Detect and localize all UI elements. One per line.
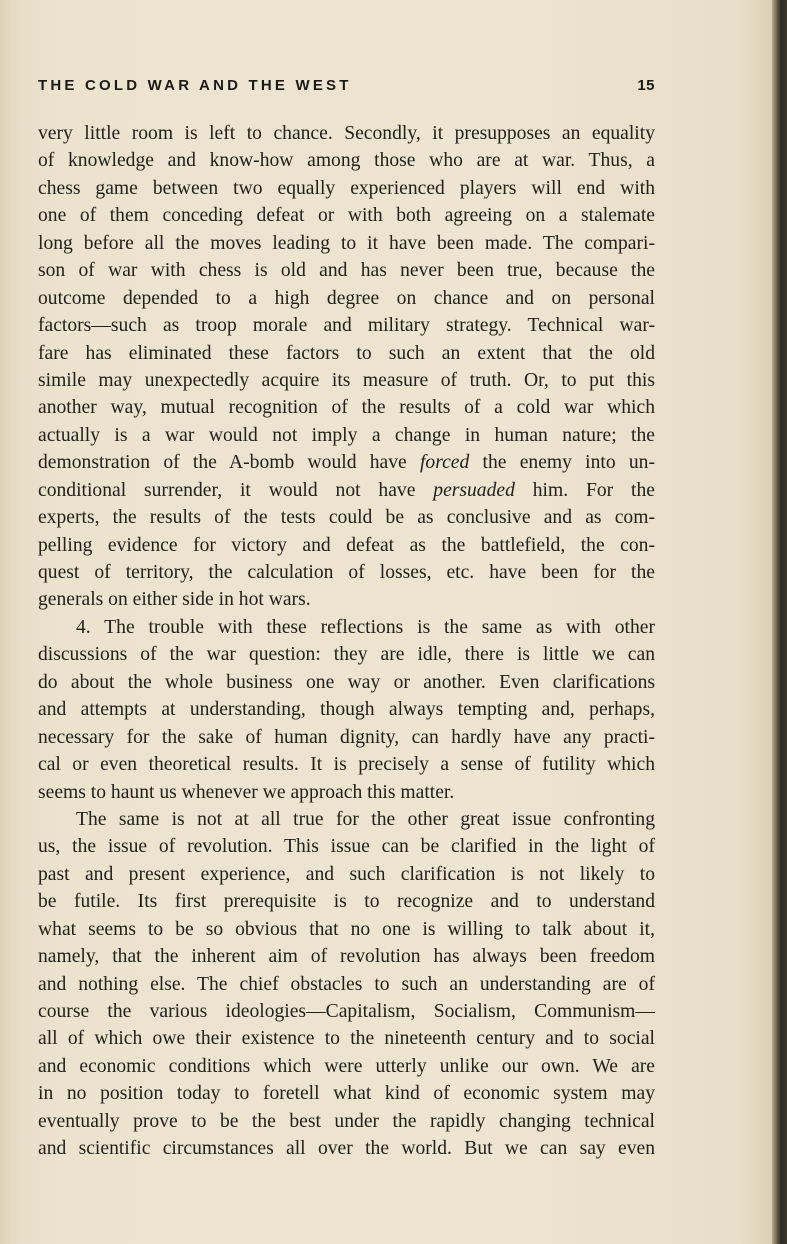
text-line: and scientific circumstances all over the world. But we can say even: [38, 1138, 655, 1160]
text-line: course the various ideologies—Capitalism, Socialism, Communism—: [38, 1001, 655, 1022]
text-line: one of them conceding defeat or with both agreeing on a stalemate: [38, 205, 655, 227]
text-line: actually is a war would not imply a change in human nature; the: [38, 424, 655, 446]
text-line: what seems to be so obvious that no one is willing to talk about it,: [38, 918, 655, 940]
book-spine: [772, 0, 787, 1244]
text-line: and attempts at understanding, though always tempting and, perhaps,: [38, 699, 655, 721]
text-line: namely, that the inherent aim of revolution has always been freedom: [38, 946, 655, 968]
text-line: eventually prove to be the best under the rapidly changing technical: [38, 1110, 655, 1132]
text-segment: the enemy into un-: [469, 452, 655, 474]
text-line: another way, mutual recognition of the results of a cold war which: [38, 397, 655, 419]
text-segment: demonstration of the A-bomb would have: [38, 452, 420, 474]
text-line: discussions of the war question: they are idle, there is little we can: [38, 644, 655, 666]
text-line: of knowledge and know-how among those who are at war. Thus, a: [38, 150, 655, 172]
text-line: The same is not at all true for the other great issue confronting: [76, 808, 655, 830]
body-text: [38, 120, 655, 1163]
running-head-title: THE COLD WAR AND THE WEST: [38, 77, 352, 94]
text-line: outcome depended to a high degree on chance and on personal: [38, 287, 655, 309]
page-number: 15: [637, 77, 655, 94]
text-line: do about the whole business one way or another. Even clarifications: [38, 671, 655, 693]
text-line: 4. The trouble with these reflections is the same as with other: [76, 616, 655, 638]
text-line: in no position today to foretell what kind of economic system may: [38, 1083, 655, 1105]
emphasis-text: persuaded: [433, 479, 515, 501]
text-line: cal or even theoretical results. It is precisely a sense of futility which: [38, 754, 655, 776]
text-line: be futile. Its first prerequisite is to recognize and to understand: [38, 891, 655, 913]
text-line: son of war with chess is old and has never been true, because the: [38, 260, 655, 282]
text-line-mixed: [38, 477, 655, 504]
text-line-mixed: [38, 449, 655, 476]
text-segment: him. For the: [514, 479, 655, 501]
text-line: past and present experience, and such clarification is not likely to: [38, 863, 655, 885]
emphasis-text: forced: [419, 452, 470, 474]
text-line: seems to haunt us whenever we approach this matter.: [38, 781, 455, 803]
text-line: long before all the moves leading to it have been made. The compari-: [38, 232, 655, 254]
text-line: and nothing else. The chief obstacles to such an understanding are of: [38, 973, 655, 995]
text-line: factors—such as troop morale and military strategy. Technical war-: [38, 315, 655, 337]
text-line: us, the issue of revolution. This issue can be clarified in the light of: [38, 836, 655, 858]
running-head: [38, 77, 655, 99]
text-line: quest of territory, the calculation of losses, etc. have been for the: [38, 562, 655, 583]
text-line: and economic conditions which were utterly unlike our own. We are: [38, 1055, 655, 1077]
text-segment: conditional surrender, it would not have: [38, 479, 434, 501]
text-line: all of which owe their existence to the nineteenth century and to social: [38, 1028, 655, 1050]
text-line: simile may unexpectedly acquire its measure of truth. Or, to put this: [38, 369, 655, 391]
text-line: generals on either side in hot wars.: [38, 589, 311, 611]
text-line: pelling evidence for victory and defeat as the battlefield, the con-: [38, 534, 655, 556]
text-line: necessary for the sake of human dignity, can hardly have any practi-: [38, 726, 655, 748]
text-line: experts, the results of the tests could be as conclusive and as com-: [38, 507, 655, 529]
text-line: fare has eliminated these factors to such an extent that the old: [38, 342, 655, 364]
text-line: very little room is left to chance. Secondly, it presupposes an equality: [38, 123, 655, 144]
text-line: chess game between two equally experienced players will end with: [38, 177, 655, 199]
